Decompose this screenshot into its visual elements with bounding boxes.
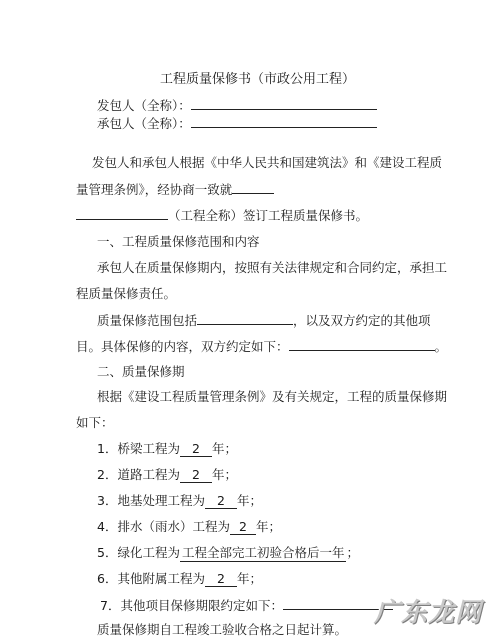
scope-prefix: 质量保修范围包括 (97, 313, 198, 328)
content-prefix: 目。具体保修的内容，双方约定如下： (76, 339, 289, 354)
item-1-value: 2 (180, 441, 212, 457)
section-1-heading: 一、工程质量保修范围和内容 (97, 234, 260, 249)
content-blank (289, 336, 435, 351)
item-6-suffix: 年； (236, 571, 262, 586)
intro-line-1: 发包人和承包人根据《中华人民共和国建筑法》和《建设工程质 (92, 155, 443, 170)
section-2-heading: 二、质量保修期 (97, 364, 185, 379)
last-line: 质量保修期自工程竣工验收合格之日起计算。 (97, 622, 348, 637)
intro-line-2-text: 量管理条例》，经协商一致就 (76, 182, 233, 197)
employer-label: 发包人（全称）： (97, 98, 191, 113)
item-6-label: 6．其他附属工程为 (97, 571, 205, 586)
document-title: 工程质量保修书（市政公用工程） (160, 72, 356, 87)
item-1-suffix: 年； (211, 441, 237, 456)
content-suffix: 。 (434, 339, 448, 354)
intro-line-3-text: （工程全称）签订工程质量保修书。 (168, 208, 369, 223)
intro-line-3 (76, 205, 368, 224)
watermark-logo: 广东龙网 (373, 598, 482, 628)
list-item (97, 439, 237, 457)
contractor-label: 承包人（全称）： (97, 116, 191, 131)
item-7-label: 7．其他项目保修期限约定如下： (100, 598, 283, 613)
employer-blank (191, 95, 377, 110)
item-6-value: 2 (205, 571, 237, 587)
section-1-p2-line2 (76, 336, 447, 355)
item-2-value: 2 (180, 467, 212, 483)
item-5-value: 工程全部完工初验合格后一年 (181, 545, 345, 560)
section-1-p2-line1 (97, 310, 431, 329)
item-5-suffix: ； (346, 545, 359, 560)
item-3-label: 3．地基处理工程为 (97, 493, 205, 508)
list-item (97, 465, 237, 483)
list-item (97, 517, 281, 535)
contractor-blank (191, 113, 377, 128)
section-2-p-line2: 如下： (76, 415, 114, 430)
item-3-suffix: 年； (236, 493, 262, 508)
section-1-p1-line2: 程质量保修责任。 (76, 286, 177, 301)
employer-field (97, 95, 377, 114)
scope-blank (197, 310, 293, 325)
item-1-label: 1．桥梁工程为 (97, 441, 180, 456)
item-4-suffix: 年； (255, 519, 281, 534)
section-1-p1-line1: 承包人在质量保修期内，按照有关法律规定和合同约定，承担工 (97, 260, 448, 275)
list-item (100, 595, 393, 614)
list-item (97, 491, 262, 509)
project-blank (232, 179, 274, 194)
intro-line-2 (76, 179, 274, 198)
item-2-label: 2．道路工程为 (97, 467, 180, 482)
item-4-value: 2 (230, 519, 256, 535)
item-3-value: 2 (205, 493, 237, 509)
project-name-blank (76, 205, 168, 220)
item-4-label: 4．排水（雨水）工程为 (97, 519, 230, 534)
list-item (97, 569, 262, 587)
item-5-label: 5．绿化工程为 (97, 545, 180, 560)
contractor-field (97, 113, 377, 132)
section-2-p-line1: 根据《建设工程质量管理条例》及有关规定，工程的质量保修期 (97, 389, 448, 404)
scope-suffix: ，以及双方约定的其他项 (293, 313, 431, 328)
item-2-suffix: 年； (211, 467, 237, 482)
list-item (97, 543, 359, 562)
